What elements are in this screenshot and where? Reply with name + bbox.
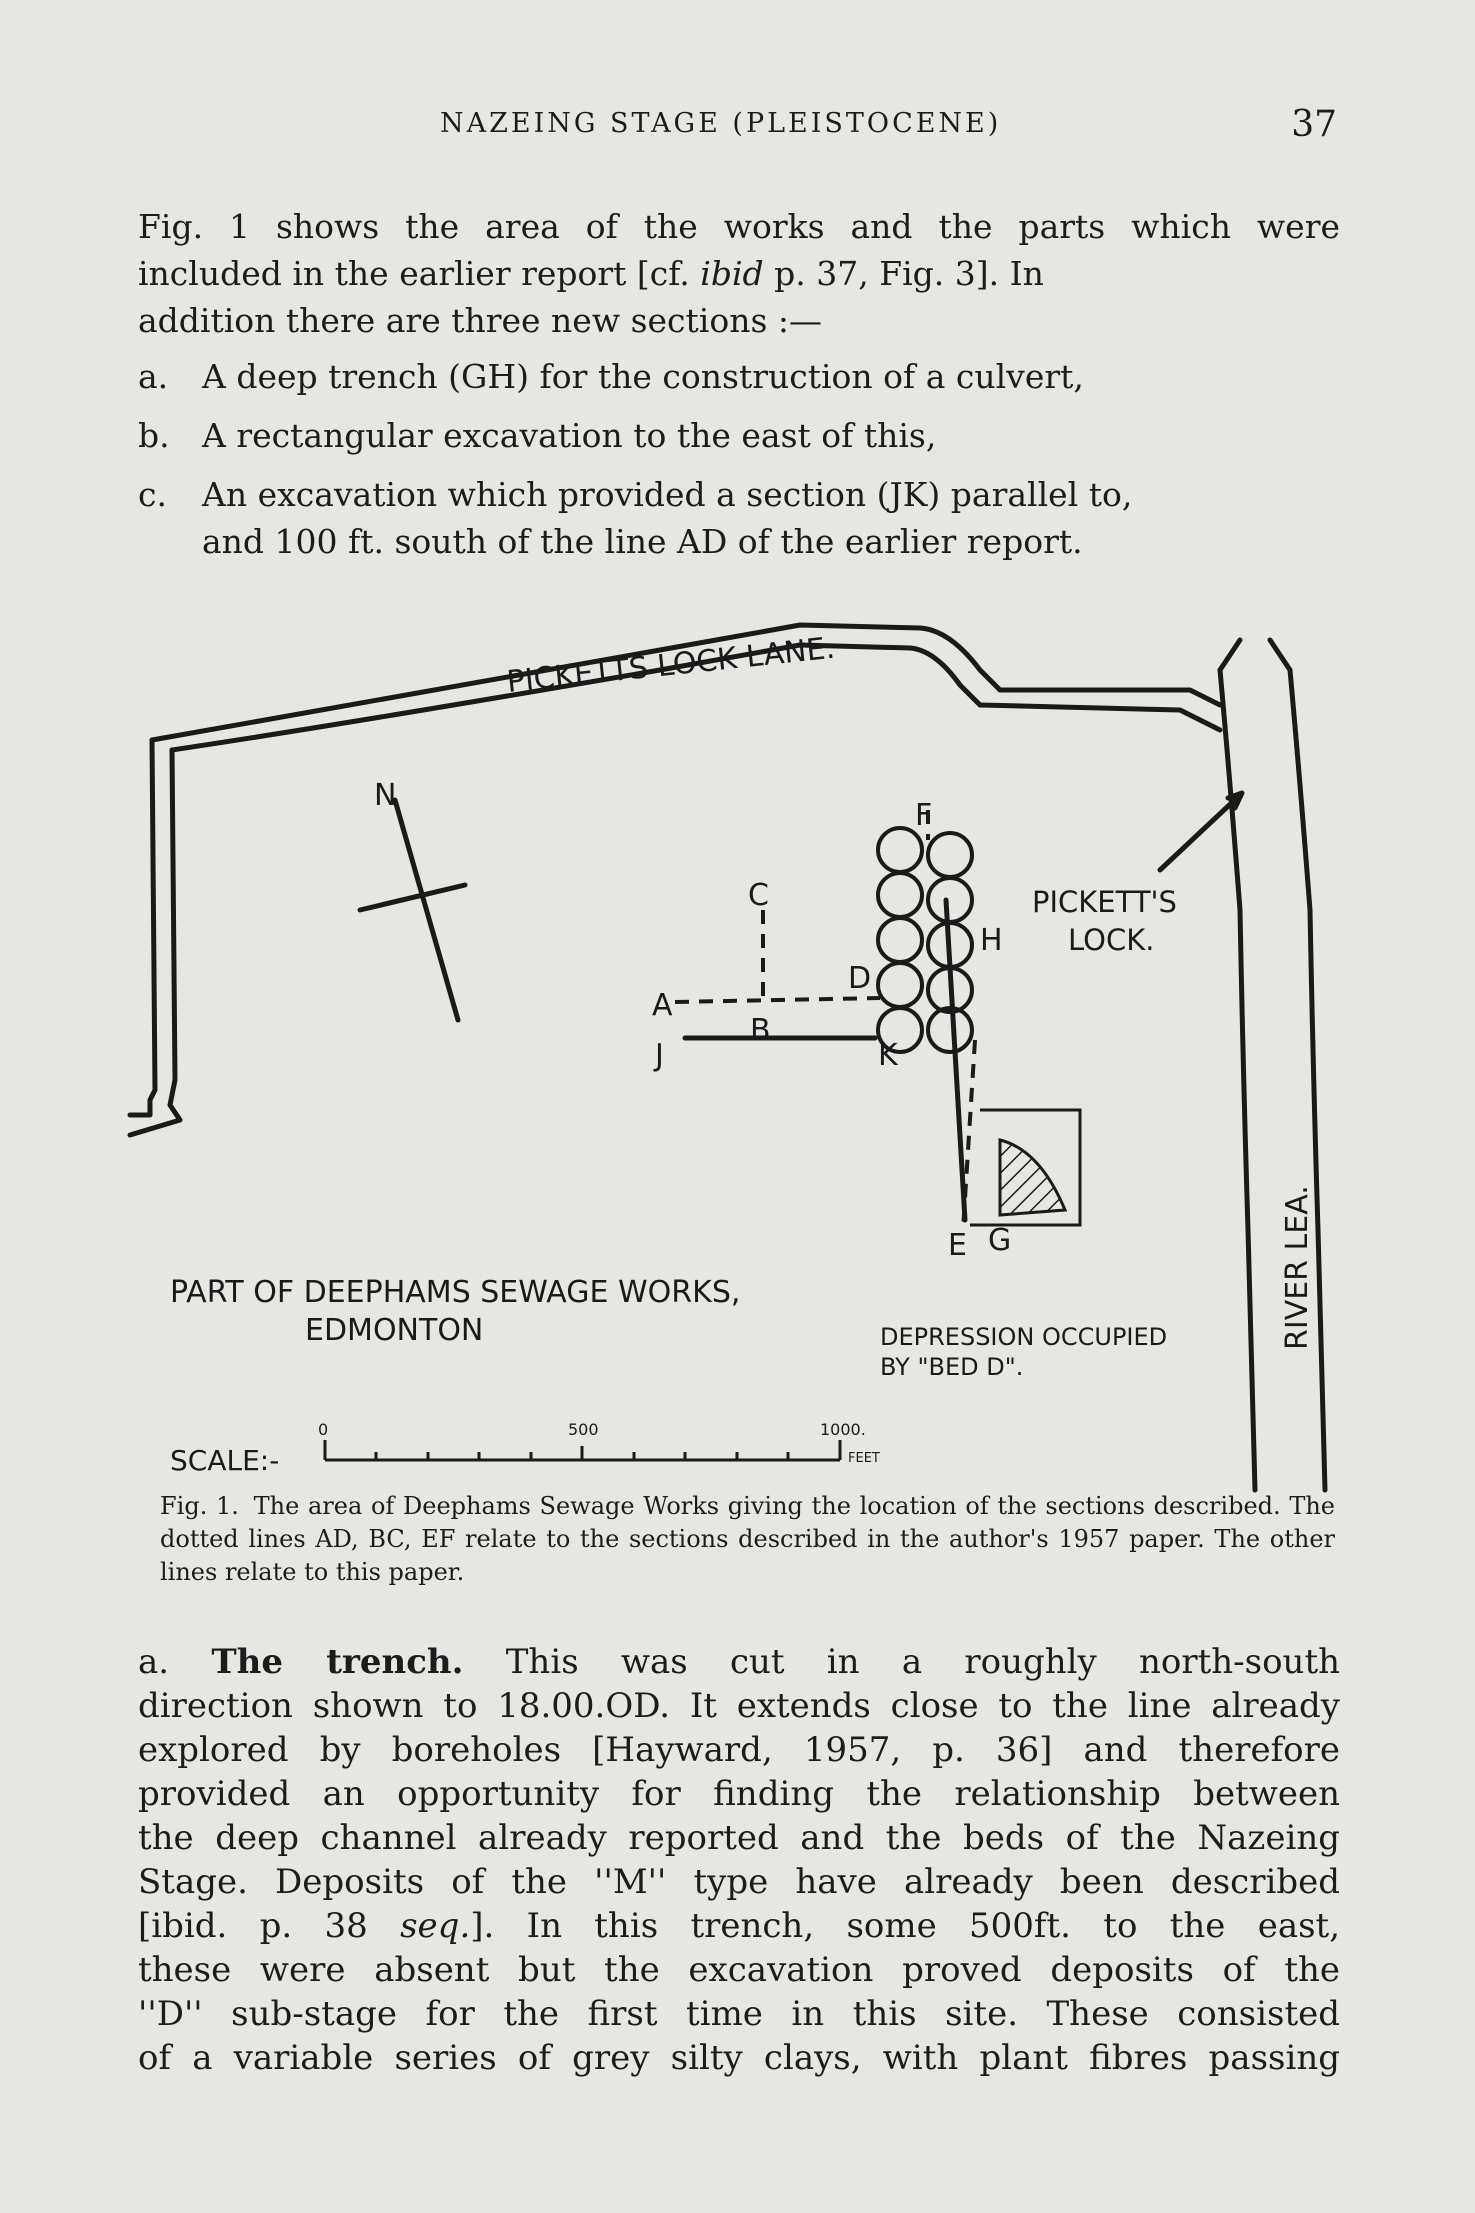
label-A: A bbox=[652, 988, 673, 1023]
list-label: c. bbox=[138, 475, 167, 514]
trench-GH-line bbox=[946, 900, 965, 1220]
site-map-figure bbox=[120, 610, 1360, 1500]
lock-label-line-1: PICKETT'S bbox=[1032, 885, 1177, 919]
list-text-continued: and 100 ft. south of the line AD of the earlier report. bbox=[202, 522, 1083, 561]
scale-bar bbox=[170, 1420, 880, 1477]
figure-caption bbox=[160, 1490, 1335, 1589]
list-text: An excavation which provided a section (JK) parallel to, bbox=[202, 475, 1133, 514]
lane-to-river-2 bbox=[1000, 690, 1220, 705]
caption-text: The area of Deephams Sewage Works giving the location of the sections described. The dotted lines AD, BC, EF relate to the sections described in the author's 1957 paper. The other lines relate to this paper. bbox=[160, 1492, 1335, 1586]
borehole-circles bbox=[878, 828, 972, 1052]
north-arrow-shaft bbox=[395, 800, 458, 1020]
page-number: 37 bbox=[1291, 104, 1337, 145]
caption-label: Fig. 1. bbox=[160, 1492, 239, 1520]
works-label-line-1: PART OF DEEPHAMS SEWAGE WORKS, bbox=[170, 1275, 741, 1310]
body-line-6: Stage. Deposits of the ''M'' type have already been described bbox=[138, 1862, 1340, 1902]
label-K: K bbox=[878, 1038, 898, 1073]
label-B: B bbox=[750, 1013, 771, 1048]
lane-outer-line bbox=[130, 740, 155, 1115]
body-line-5: the deep channel already reported and the beds of the Nazeing bbox=[138, 1818, 1340, 1858]
list-text: A rectangular excavation to the east of this, bbox=[202, 416, 937, 455]
label-G: G bbox=[988, 1223, 1012, 1258]
seq-italic: seq. bbox=[400, 1906, 471, 1946]
borehole bbox=[928, 833, 972, 877]
list-item-c bbox=[138, 471, 1340, 565]
lock-arrow bbox=[1160, 795, 1240, 870]
body-line-1: a. The trench. This was cut in a roughly north-south bbox=[138, 1642, 1341, 1682]
label-J: J bbox=[655, 1038, 664, 1073]
borehole bbox=[928, 1008, 972, 1052]
north-label: N bbox=[374, 778, 397, 813]
label-F: F bbox=[915, 798, 933, 833]
depression-hatched-area bbox=[1000, 1140, 1065, 1215]
scale-unit: FEET bbox=[848, 1451, 880, 1466]
list-label: b. bbox=[138, 416, 170, 455]
depression-label-line-1: DEPRESSION OCCUPIED bbox=[880, 1323, 1168, 1351]
river-top-b bbox=[1270, 640, 1290, 670]
body-line-2: direction shown to 18.00.OD. It extends close to the line already bbox=[138, 1686, 1340, 1726]
intro-line-1: Fig. 1 shows the area of the works and the parts which were bbox=[138, 207, 1340, 246]
body-line-4: provided an opportunity for finding the relationship between bbox=[138, 1774, 1340, 1814]
road-label: PICKETTS LOCK LANE. bbox=[505, 630, 837, 700]
body-line-9: ''D'' sub-stage for the first time in this site. These consisted bbox=[138, 1994, 1340, 2034]
river-east-bank bbox=[1290, 670, 1325, 1490]
north-arrow-crossbar bbox=[360, 885, 465, 910]
borehole bbox=[878, 963, 922, 1007]
list-label: a. bbox=[138, 357, 169, 396]
depression-label-line-2: BY "BED D". bbox=[880, 1353, 1024, 1381]
body-line-7: [ibid. p. 38 seq.]. In this trench, some 500ft. to the east, bbox=[138, 1906, 1341, 1946]
intro-line-2: included in the earlier report [cf. ibid p. 37, Fig. 3]. In bbox=[138, 254, 1044, 293]
body-line-10: of a variable series of grey silty clays, with plant fibres passing bbox=[138, 2038, 1340, 2078]
body-line-3: explored by boreholes [Hayward, 1957, p. 36] and therefore bbox=[138, 1730, 1340, 1770]
map-letter-labels bbox=[652, 798, 1011, 1263]
borehole bbox=[878, 828, 922, 872]
borehole bbox=[878, 918, 922, 962]
label-D: D bbox=[848, 961, 872, 996]
scale-tick-0: 0 bbox=[318, 1420, 329, 1439]
ibid-italic: ibid bbox=[700, 254, 764, 293]
scale-tick-1000: 1000. bbox=[820, 1420, 866, 1439]
label-H: H bbox=[980, 923, 1003, 958]
scale-label: SCALE:- bbox=[170, 1444, 280, 1477]
intro-line-3: addition there are three new sections :— bbox=[138, 301, 822, 340]
label-C: C bbox=[748, 878, 769, 913]
works-label-line-2: EDMONTON bbox=[305, 1313, 484, 1348]
borehole bbox=[878, 873, 922, 917]
label-E: E bbox=[948, 1228, 967, 1263]
list-text: A deep trench (GH) for the construction of a culvert, bbox=[202, 357, 1084, 396]
running-head: NAZEING STAGE (PLEISTOCENE) bbox=[440, 108, 1002, 139]
lock-label-line-2: LOCK. bbox=[1068, 923, 1155, 957]
section-line-AD bbox=[675, 998, 880, 1002]
body-section-a bbox=[138, 1640, 1340, 2080]
body-line-8: these were absent but the excavation proved deposits of the bbox=[138, 1950, 1340, 1990]
lane-to-river bbox=[980, 705, 1220, 730]
scale-tick-500: 500 bbox=[568, 1420, 599, 1439]
list-item-a bbox=[138, 353, 1340, 400]
river-label: RIVER LEA. bbox=[1280, 1185, 1315, 1350]
borehole bbox=[928, 878, 972, 922]
run-in-heading: The trench. bbox=[211, 1642, 464, 1682]
river-top-a bbox=[1220, 640, 1240, 670]
list-item-b bbox=[138, 412, 1340, 459]
page-header bbox=[0, 104, 1475, 148]
